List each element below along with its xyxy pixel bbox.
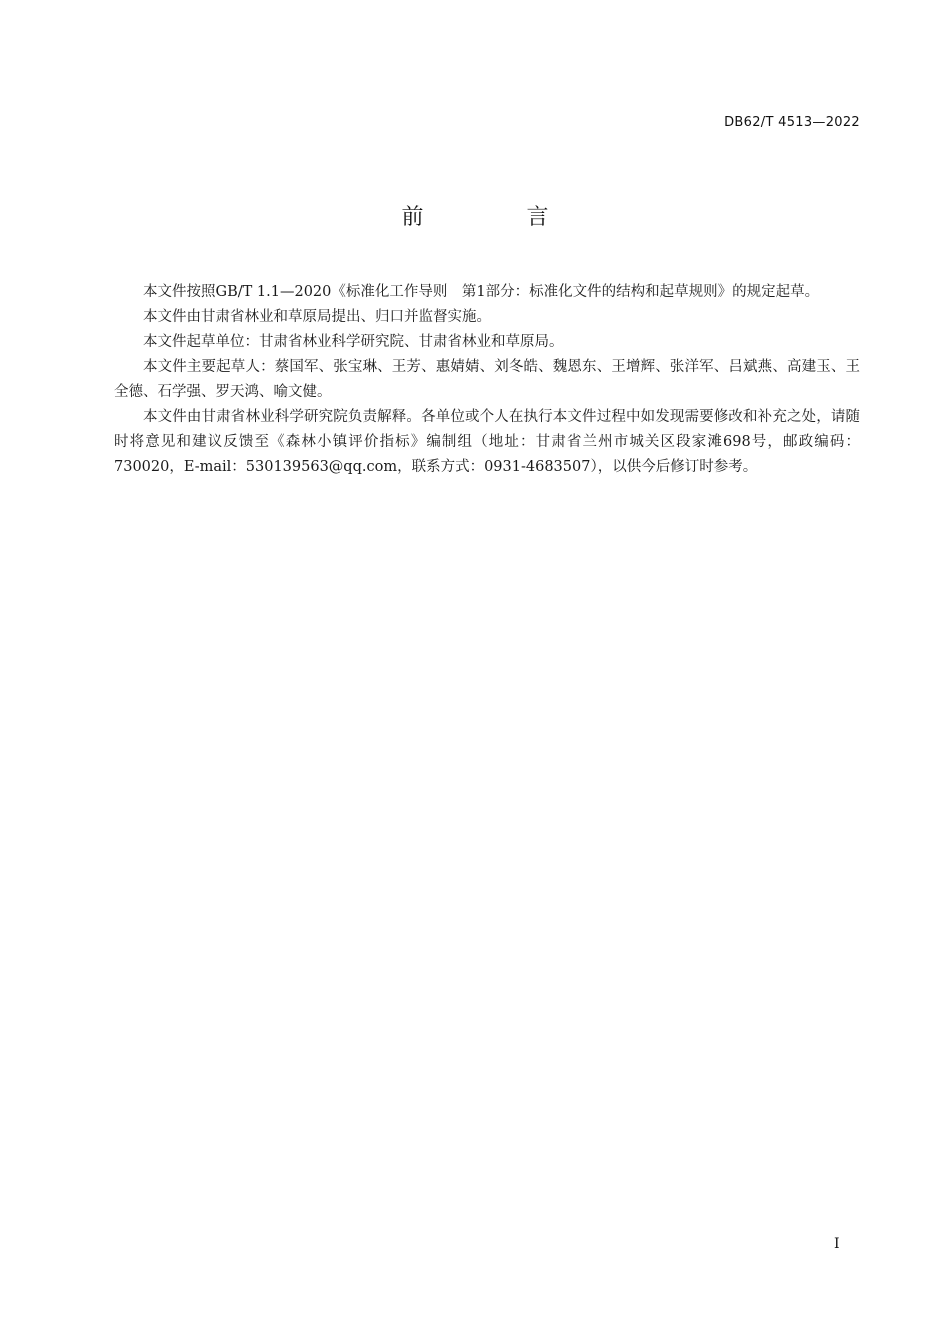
- paragraph-interpretation-contact: 本文件由甘肃省林业科学研究院负责解释。各单位或个人在执行本文件过程中如发现需要修改和补充之处，请随时将意见和建议反馈至《森林小镇评价指标》编制组（地址：甘肃省兰州市城关区段家滩698号，邮政编码：730020，E-mail：530139563@qq.com，联系方式：0931-4683507），以供今后修订时参考。: [114, 409, 860, 475]
- paragraph-proposer: 本文件由甘肃省林业和草原局提出、归口并监督实施。: [143, 309, 491, 325]
- page-number: I: [834, 1236, 840, 1252]
- foreword-body: [114, 280, 860, 480]
- document-code: DB62/T 4513—2022: [724, 115, 860, 130]
- paragraph-drafting-rules: 本文件按照GB/T 1.1—2020《标准化工作导则 第1部分：标准化文件的结构和起草规则》的规定起草。: [143, 284, 820, 300]
- paragraph-drafting-units: 本文件起草单位：甘肃省林业科学研究院、甘肃省林业和草原局。: [143, 334, 564, 350]
- page-title: 前 言: [401, 205, 597, 230]
- paragraph-drafters: 本文件主要起草人：蔡国军、张宝琳、王芳、惠婧婧、刘冬皓、魏恩东、王增辉、张洋军、吕斌燕、高建玉、王全德、石学强、罗天鸿、喻文健。: [114, 359, 860, 400]
